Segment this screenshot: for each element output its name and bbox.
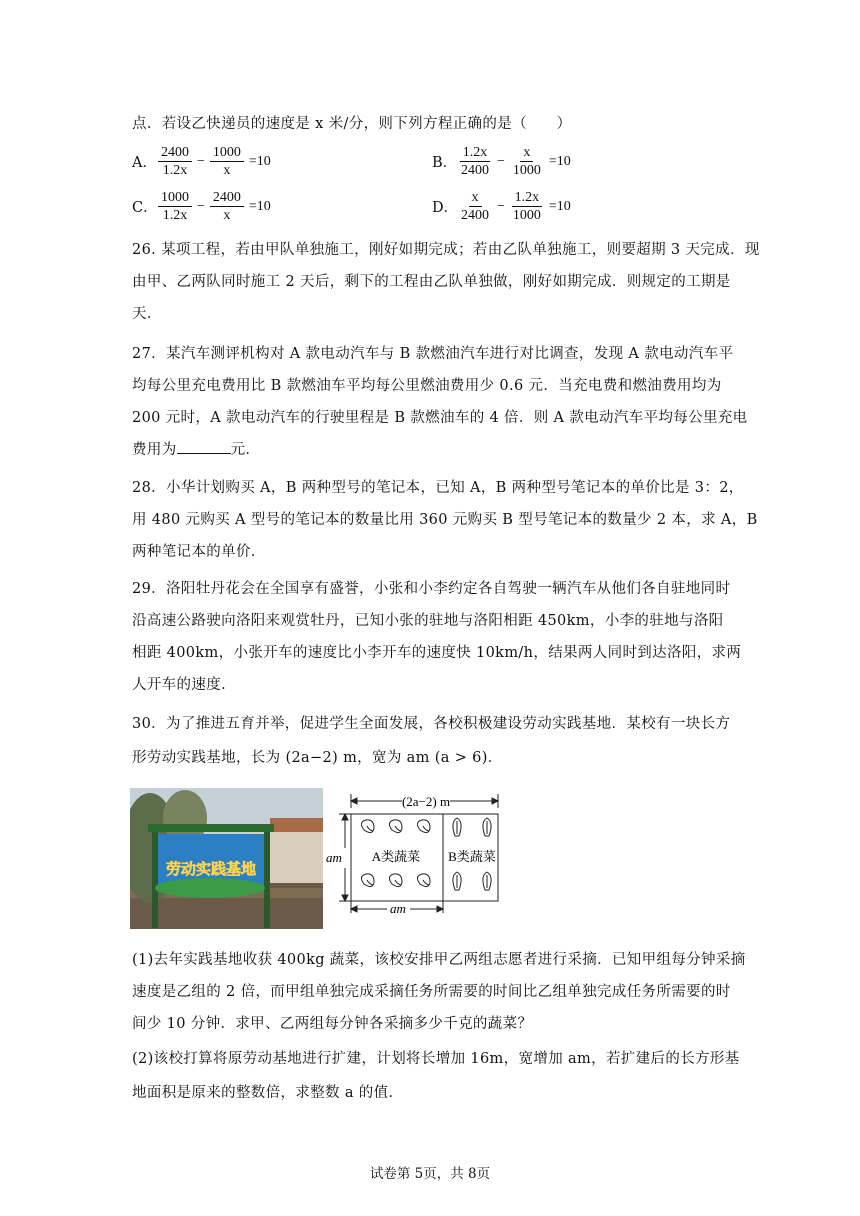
- cabbage-icon: [417, 874, 430, 887]
- cabbage-icon: [417, 820, 430, 833]
- answer-blank: [177, 439, 231, 454]
- diagram-left-label: am: [326, 850, 342, 865]
- q30-line-2: 形劳动实践基地，长为 (2a−2) m，宽为 am (a > 6)．: [132, 750, 503, 766]
- cabbage-icon: [389, 874, 402, 887]
- q25-option-a: A． $\frac{2400}{1.2x}$ − $\frac{1000}{x}$ =10: [132, 145, 271, 178]
- q26-line-3: 天．: [132, 306, 162, 322]
- cabbage-icon: [361, 874, 374, 887]
- diagram-top-label: (2a−2) m: [401, 794, 451, 809]
- q28-line-1: 28．小华计划购买 A，B 两种型号的笔记本，已知 A，B 两种型号笔记本的单价比是 3：2，: [132, 480, 744, 496]
- q29-line-4: 人开车的速度．: [132, 677, 236, 693]
- q29-line-1: 29．洛阳牡丹花会在全国享有盛誉，小张和小李约定各自驾驶一辆汽车从他们各自驻地同时: [132, 581, 731, 597]
- q26-line-1: 26. 某项工程，若由甲队单独施工，刚好如期完成；若由乙队单独施工，则要超期 3 天完成．现: [132, 242, 760, 258]
- q30-part2-line-2: 地面积是原来的整数倍，求整数 a 的值．: [132, 1085, 404, 1101]
- napa-cabbage-icon: [483, 818, 491, 836]
- q27-line-2: 均每公里充电费用比 B 款燃油车平均每公里燃油费用少 0.6 元．当充电费和燃油费用均为: [132, 378, 722, 394]
- q27-line-4: 费用为 元．: [132, 438, 742, 459]
- photo-illustration: [130, 788, 323, 929]
- q29-line-2: 沿高速公路驶向洛阳来观赏牡丹，已知小张的驻地与洛阳相距 450km，小李的驻地与洛阳: [132, 613, 724, 629]
- page-footer: 试卷第 5页，共 8页: [369, 1166, 491, 1182]
- labor-base-photo: [130, 788, 323, 929]
- q30-part2-line-1: (2)该校打算将原劳动基地进行扩建，计划将长增加 16m，宽增加 am，若扩建后的长方形基: [132, 1051, 740, 1067]
- diagram-bottom-label: am: [390, 901, 406, 916]
- q30-part1-line-3: 间少 10 分钟．求甲、乙两组每分钟各采摘多少千克的蔬菜？: [132, 1016, 533, 1032]
- field-diagram: [322, 788, 522, 923]
- region-b-label: B类蔬菜: [448, 849, 496, 864]
- q25-option-b: B． $\frac{1.2x}{2400}$ − $\frac{x}{1000}$ =10: [432, 145, 571, 178]
- cabbage-icon: [361, 820, 374, 833]
- q29-line-3: 相距 400km，小张开车的速度比小李开车的速度快 10km/h，结果两人同时到达洛阳，求两: [132, 645, 742, 661]
- napa-cabbage-icon: [453, 818, 461, 836]
- q25-option-d: D． $\frac{x}{2400}$ − $\frac{1.2x}{1000}$ =10: [432, 190, 571, 223]
- region-a-label: A类蔬菜: [371, 849, 421, 864]
- q30-part1-line-1: (1)去年实践基地收获 400kg 蔬菜，该校安排甲乙两组志愿者进行采摘．已知甲组每分钟采摘: [132, 952, 746, 968]
- q28-line-2: 用 480 元购买 A 型号的笔记本的数量比用 360 元购买 B 型号笔记本的数量少 2 本，求 A，B: [132, 512, 758, 528]
- napa-cabbage-icon: [453, 872, 461, 890]
- sign-text: 劳动实践基地: [166, 860, 257, 878]
- cabbage-icon: [389, 820, 402, 833]
- napa-cabbage-icon: [483, 872, 491, 890]
- q26-line-2: 由甲、乙两队同时施工 2 天后，剩下的工程由乙队单独做，刚好如期完成．则规定的工期是: [132, 274, 731, 290]
- q25-option-c: C． $\frac{1000}{1.2x}$ − $\frac{2400}{x}$ =10: [132, 190, 271, 223]
- q27-line-3: 200 元时，A 款电动汽车的行驶里程是 B 款燃油车的 4 倍．则 A 款电动汽车平均每公里充电: [132, 410, 748, 426]
- q30-part1-line-2: 速度是乙组的 2 倍，而甲组单独完成采摘任务所需要的时间比乙组单独完成任务所需要的时: [132, 984, 731, 1000]
- q27-line-1: 27．某汽车测评机构对 A 款电动汽车与 B 款燃油汽车进行对比调查，发现 A 款电动汽车平: [132, 346, 734, 362]
- q25-stem-tail: 点．若设乙快递员的速度是 x 米/分，则下列方程正确的是（ ）: [132, 116, 572, 132]
- q28-line-3: 两种笔记本的单价．: [132, 544, 266, 560]
- q30-line-1: 30．为了推进五育并举，促进学生全面发展，各校积极建设劳动实践基地．某校有一块长方: [132, 716, 731, 732]
